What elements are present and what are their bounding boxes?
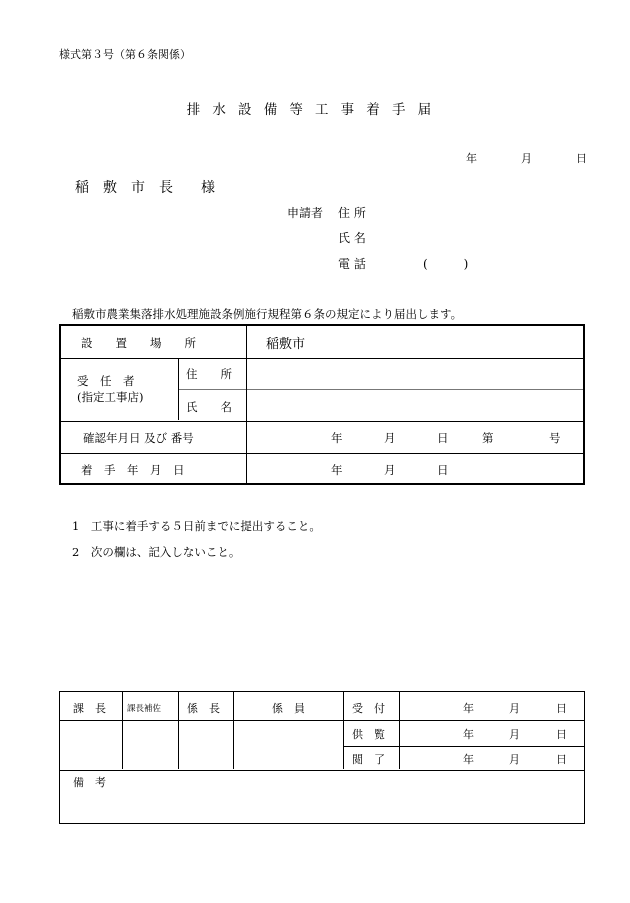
confirm-day: 日 bbox=[437, 431, 449, 445]
contractor-label: 受 任 者 bbox=[77, 374, 135, 388]
confirm-label: 確認年月日 及び 番号 bbox=[83, 431, 194, 445]
contractor-name-input[interactable] bbox=[251, 392, 581, 420]
confirm-no-suffix: 号 bbox=[549, 431, 561, 445]
row-divider bbox=[60, 770, 584, 771]
start-year: 年 bbox=[331, 463, 343, 477]
reviewed-month: 月 bbox=[509, 753, 520, 766]
date-month: 月 bbox=[521, 152, 532, 165]
reviewed-label: 閲 了 bbox=[352, 753, 385, 766]
row-divider bbox=[61, 358, 583, 359]
start-day: 日 bbox=[437, 463, 449, 477]
header-section-chief: 課 長 bbox=[73, 702, 106, 715]
form-number: 様式第３号（第６条関係） bbox=[59, 48, 191, 61]
circulated-day: 日 bbox=[556, 728, 567, 741]
addressee: 稲 敷 市 長 様 bbox=[75, 180, 215, 196]
column-divider bbox=[122, 692, 123, 769]
location-value[interactable]: 稲敷市 bbox=[266, 337, 306, 352]
row-divider bbox=[61, 453, 583, 454]
confirm-month: 月 bbox=[384, 431, 396, 445]
row-divider bbox=[343, 746, 584, 747]
received-month: 月 bbox=[509, 702, 520, 715]
applicant-phone-label: 電 話 bbox=[338, 257, 366, 271]
note-1: 1 工事に着手する５日前までに提出すること。 bbox=[72, 519, 321, 533]
note-2: 2 次の欄は、記入しないこと。 bbox=[72, 545, 241, 559]
remarks-label: 備 考 bbox=[73, 776, 106, 789]
start-month: 月 bbox=[384, 463, 396, 477]
column-divider bbox=[399, 692, 400, 769]
column-divider bbox=[233, 692, 234, 769]
date-day: 日 bbox=[576, 152, 587, 165]
contractor-address-input[interactable] bbox=[251, 360, 581, 388]
row-divider bbox=[60, 720, 584, 721]
row-divider bbox=[178, 389, 583, 390]
column-divider bbox=[178, 692, 179, 769]
reviewed-year: 年 bbox=[463, 753, 474, 766]
header-assistant-chief: 課長補佐 bbox=[127, 704, 162, 714]
header-staff: 係 員 bbox=[272, 702, 305, 715]
office-use-table bbox=[59, 691, 585, 824]
applicant-name-label: 氏 名 bbox=[338, 231, 366, 245]
document-title: 排水設備等工事着手届 bbox=[186, 102, 444, 118]
column-divider bbox=[246, 326, 247, 483]
row-divider bbox=[61, 421, 583, 422]
circulated-year: 年 bbox=[463, 728, 474, 741]
received-day: 日 bbox=[556, 702, 567, 715]
contractor-address-label: 住 所 bbox=[186, 367, 232, 381]
column-divider bbox=[343, 692, 344, 769]
circulated-label: 供 覧 bbox=[352, 728, 385, 741]
main-form-table bbox=[59, 324, 585, 485]
received-year: 年 bbox=[463, 702, 474, 715]
submission-date bbox=[466, 150, 587, 166]
applicant-address-label: 住 所 bbox=[338, 206, 366, 220]
contractor-sublabel: (指定工事店) bbox=[77, 390, 144, 404]
confirm-no-prefix: 第 bbox=[482, 431, 494, 445]
location-label: 設 置 場 所 bbox=[81, 336, 196, 350]
reviewed-day: 日 bbox=[556, 753, 567, 766]
applicant-phone-paren: ( ) bbox=[423, 257, 469, 271]
contractor-name-label: 氏 名 bbox=[186, 400, 232, 414]
confirm-year: 年 bbox=[331, 431, 343, 445]
circulated-month: 月 bbox=[509, 728, 520, 741]
header-subsection-chief: 係 長 bbox=[187, 702, 220, 715]
applicant-role: 申請者 bbox=[287, 206, 324, 220]
received-label: 受 付 bbox=[352, 702, 385, 715]
date-year: 年 bbox=[466, 152, 477, 165]
intro-statement: 稲敷市農業集落排水処理施設条例施行規程第６条の規定により届出します。 bbox=[72, 307, 463, 321]
start-date-label: 着 手 年 月 日 bbox=[81, 463, 185, 477]
column-divider bbox=[178, 358, 179, 420]
